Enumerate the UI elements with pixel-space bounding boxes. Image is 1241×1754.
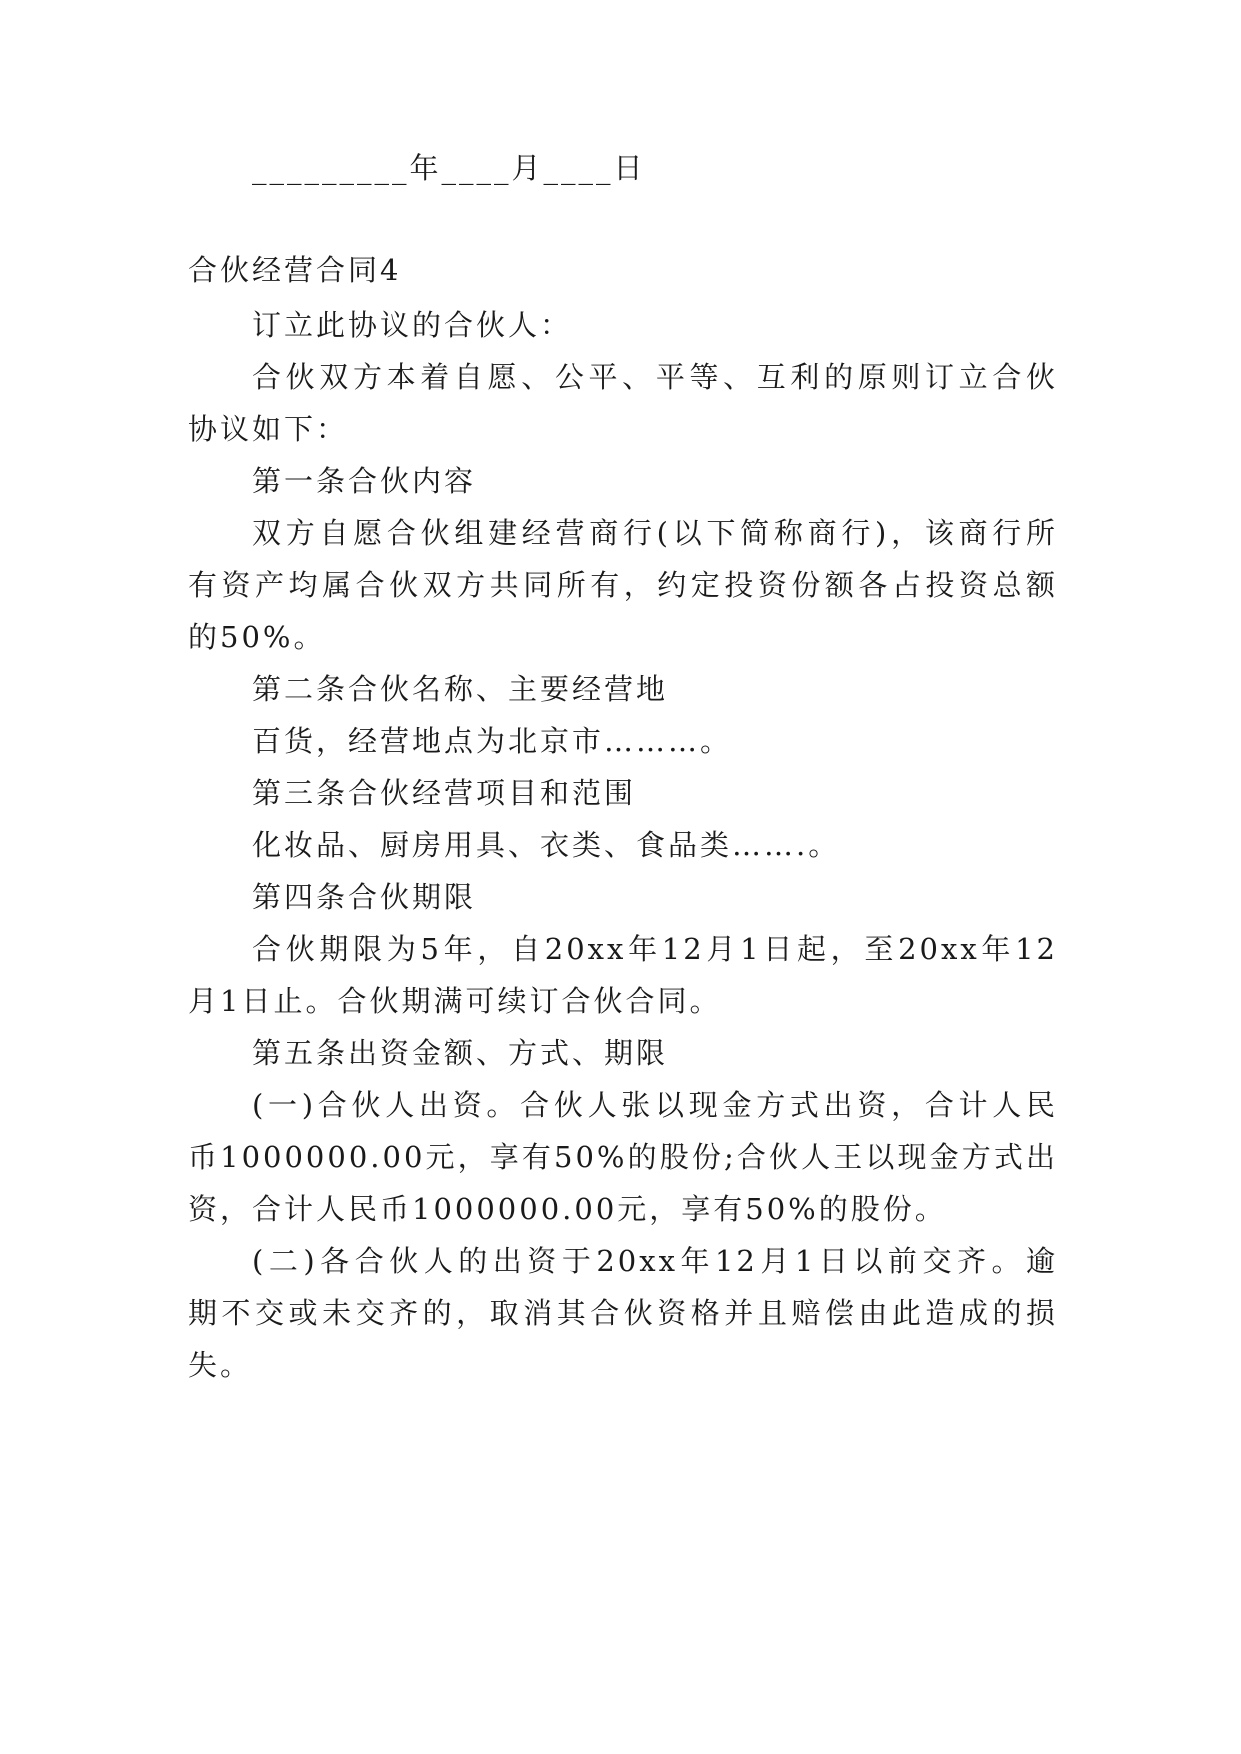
paragraph-line: (一)合伙人出资。合伙人张以现金方式出资，合计人民 [252, 1088, 1058, 1122]
paragraph-line: 月1日止。合伙期满可续订合伙合同。 [188, 984, 722, 1018]
paragraph-line: 的50%。 [188, 620, 326, 654]
paragraph-line: 期不交或未交齐的，取消其合伙资格并且赔偿由此造成的损 [188, 1296, 1058, 1330]
article-heading: 第一条合伙内容 [252, 464, 477, 498]
paragraph-line: 资，合计人民币1000000.00元，享有50%的股份。 [188, 1192, 947, 1226]
date-line: _________年____月____日 [252, 151, 646, 185]
paragraph-line: 订立此协议的合伙人： [252, 308, 573, 342]
paragraph-line: (二)各合伙人的出资于20xx年12月1日以前交齐。逾 [252, 1244, 1058, 1278]
paragraph-line: 协议如下： [188, 412, 349, 446]
article-heading: 第五条出资金额、方式、期限 [252, 1036, 669, 1070]
paragraph-line: 百货，经营地点为北京市………。 [252, 724, 733, 758]
article-heading: 第二条合伙名称、主要经营地 [252, 672, 669, 706]
article-heading: 第四条合伙期限 [252, 880, 477, 914]
paragraph-line: 双方自愿合伙组建经营商行(以下简称商行)，该商行所 [252, 516, 1058, 550]
paragraph-line: 有资产均属合伙双方共同所有，约定投资份额各占投资总额 [188, 568, 1058, 602]
paragraph-line: 化妆品、厨房用具、衣类、食品类…….。 [252, 828, 841, 862]
paragraph-line: 失。 [188, 1348, 253, 1382]
article-heading: 第三条合伙经营项目和范围 [252, 776, 637, 810]
paragraph-line: 合伙双方本着自愿、公平、平等、互利的原则订立合伙 [252, 360, 1058, 394]
paragraph-line: 币1000000.00元，享有50%的股份;合伙人王以现金方式出 [188, 1140, 1058, 1174]
paragraph-line: 合伙期限为5年，自20xx年12月1日起，至20xx年12 [252, 932, 1058, 966]
contract-title: 合伙经营合同4 [188, 253, 402, 287]
